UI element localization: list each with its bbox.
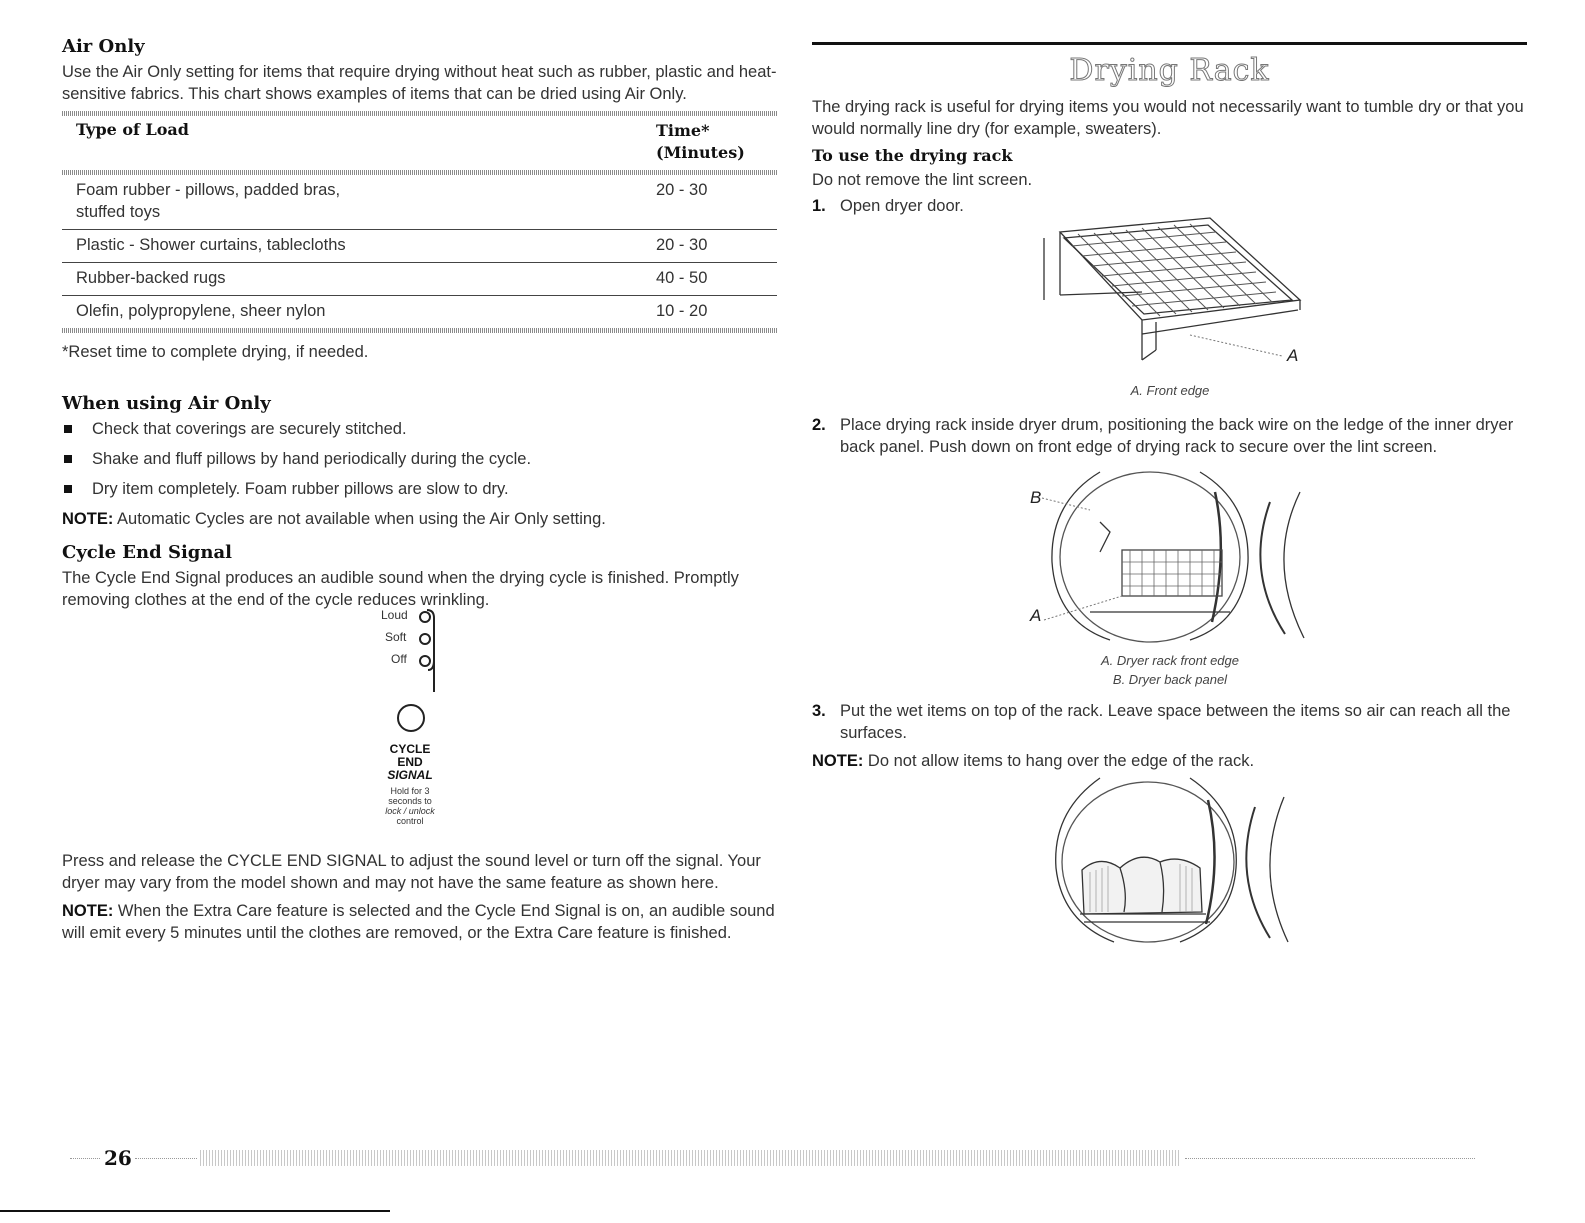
hold-line-4: control: [396, 816, 424, 826]
step-3: [812, 700, 1527, 744]
note-label: NOTE:: [62, 902, 114, 920]
drying-rack-illustration: [1030, 210, 1310, 380]
drying-rack-note: [812, 750, 1527, 772]
drying-rack-title: Drying Rack: [1069, 53, 1270, 88]
step-text: Open dryer door.: [840, 197, 964, 215]
cycle-end-press-text: Press and release the CYCLE END SIGNAL to adjust the sound level or turn off the signal. Your dryer may vary from the model shown and may not have the same feature as shown here.: [62, 852, 761, 892]
fig2-caption-b: B. Dryer back panel: [1112, 672, 1228, 687]
drying-rack-subheading: To use the drying rack: [812, 146, 1013, 165]
step-2: [812, 414, 1527, 458]
note-text: Do not allow items to hang over the edge of the rack.: [863, 752, 1255, 770]
cycle-end-details: [62, 850, 777, 944]
col-time-unit: (Minutes): [656, 143, 745, 162]
row-type: Olefin, polypropylene, sheer nylon: [76, 302, 326, 320]
left-column: [62, 36, 777, 611]
fig2-label-a: A: [1030, 606, 1042, 625]
step-3-block: [812, 700, 1527, 772]
table-row: [62, 175, 777, 230]
table-row: [62, 296, 777, 328]
fig1-label-a: A: [1287, 346, 1299, 365]
table-bottom-rule: [62, 328, 777, 333]
control-title-2: END: [397, 755, 423, 769]
fig2-label-b: B: [1030, 488, 1042, 507]
cycle-end-signal-control: [354, 604, 494, 834]
step-text: Place drying rack inside dryer drum, positioning the back wire on the ledge of the inner dryer back panel. Push down on front edge of drying rack to secure over the lint screen.: [840, 416, 1514, 456]
section-rule: [812, 42, 1527, 45]
table-row: [62, 230, 777, 263]
cycle-end-button-icon[interactable]: [395, 702, 427, 734]
table-footnote: *Reset time to complete drying, if needed.: [62, 343, 369, 361]
list-item: Dry item completely. Foam rubber pillows are slow to dry.: [62, 478, 777, 500]
when-using-note: [62, 508, 777, 530]
air-only-heading: Air Only: [62, 36, 145, 57]
note-label: NOTE:: [62, 510, 114, 528]
footer-dots-right: [1185, 1158, 1475, 1160]
list-item: Check that coverings are securely stitched.: [62, 418, 777, 440]
step-number: 3.: [812, 702, 826, 720]
row-time: 20 - 30: [656, 181, 708, 199]
note-text: When the Extra Care feature is selected and the Cycle End Signal is on, an audible sound will emit every 5 minutes until the clothes are removed, or the Extra Care feature is finished.: [62, 902, 775, 942]
step-2-block: [812, 414, 1527, 458]
list-item: Shake and fluff pillows by hand periodically during the cycle.: [62, 448, 777, 470]
rack-in-drum-illustration: [1030, 462, 1310, 647]
cycle-end-note: [62, 900, 777, 944]
control-title-3: SIGNAL: [387, 768, 433, 782]
cycle-end-intro: The Cycle End Signal produces an audible sound when the drying cycle is finished. Promptly removing clothes at the end of the cycle reduces wrinkling.: [62, 569, 739, 609]
row-time: 20 - 30: [656, 236, 708, 254]
cycle-end-heading: Cycle End Signal: [62, 542, 232, 563]
fig2-caption-a: A. Dryer rack front edge: [1101, 653, 1239, 668]
note-label: NOTE:: [812, 752, 864, 770]
note-text: Automatic Cycles are not available when using the Air Only setting.: [113, 510, 606, 528]
off-label: Off: [391, 652, 407, 666]
row-type: Rubber-backed rugs: [76, 269, 226, 287]
footer-dots-mid: [135, 1158, 197, 1160]
drying-rack-intro: The drying rack is useful for drying items you would not necessarily want to tumble dry or that you would normally line dry (for example, sweaters).: [812, 98, 1524, 138]
row-type-line: Foam rubber - pillows, padded bras,: [76, 181, 341, 199]
air-only-intro: Use the Air Only setting for items that require drying without heat such as rubber, plastic and heat-sensitive fabrics. This chart shows examples of items that can be dried using Air Only.: [62, 63, 777, 103]
loud-label: Loud: [381, 608, 408, 622]
air-only-table: [62, 111, 777, 333]
bracket-line: [424, 604, 438, 694]
hold-line-1: Hold for 3: [390, 786, 430, 796]
col-type-header: Type of Load: [76, 120, 189, 139]
soft-label: Soft: [385, 630, 407, 644]
col-time-header: [656, 120, 745, 164]
row-type: Plastic - Shower curtains, tablecloths: [76, 236, 346, 254]
fig1-caption: A. Front edge: [1130, 383, 1210, 398]
page-number: 26: [104, 1146, 132, 1170]
footer-dots-left: [70, 1158, 100, 1160]
control-title-1: CYCLE: [389, 742, 431, 756]
items-on-rack-illustration: [1040, 772, 1290, 947]
row-time: 40 - 50: [656, 269, 708, 287]
step-text: Put the wet items on top of the rack. Leave space between the items so air can reach all the surfaces.: [840, 702, 1511, 742]
hold-line-2: seconds to: [388, 796, 432, 806]
table-row: [62, 263, 777, 296]
col-time-label: Time*: [656, 121, 710, 140]
row-time: 10 - 20: [656, 302, 708, 320]
bottom-rule: [0, 1210, 390, 1212]
step-number: 1.: [812, 197, 826, 215]
hold-line-3: lock / unlock: [385, 806, 435, 816]
drying-rack-instruction: Do not remove the lint screen.: [812, 171, 1033, 189]
row-type: [62, 179, 656, 223]
when-using-heading: When using Air Only: [62, 393, 271, 414]
footer-band: [200, 1150, 1180, 1166]
table-header: [62, 116, 777, 170]
step-number: 2.: [812, 416, 826, 434]
when-using-list: [62, 418, 777, 500]
row-type-line: stuffed toys: [76, 203, 161, 221]
right-column: [812, 42, 1527, 217]
